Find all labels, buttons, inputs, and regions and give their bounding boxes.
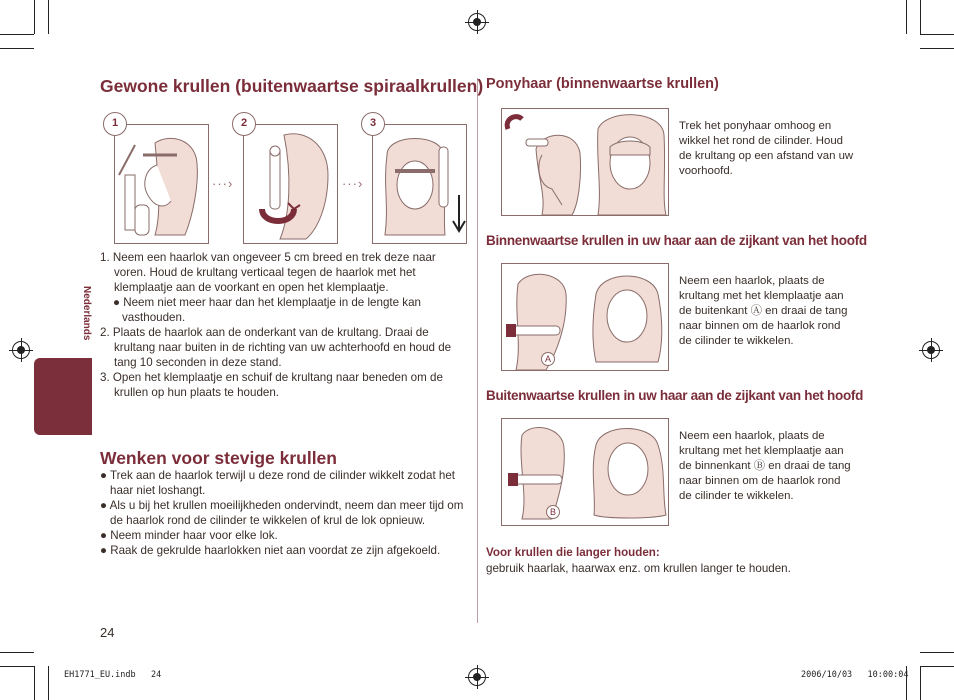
long-lasting-text: gebruik haarlak, haarwax enz. om krullen langer te houden. [486, 562, 791, 575]
step-1-text: 1. Neem een haarlok van ongeveer 5 cm breed en trek deze naar voren. Houd de krultang verticaal tegen de haarlok met het klemplaatje aan de voorkant en open het klemplaatje. [100, 251, 436, 294]
step-1-illustration [114, 124, 209, 244]
step-number-2: 2 [232, 112, 256, 136]
crop-mark [920, 48, 954, 49]
bangs-description: Trek het ponyhaar omhoog en wikkel het rond de cilinder. Houd de krultang op een afstand van uw voorhoofd. [679, 120, 854, 177]
tips-heading: Wenken voor stevige krullen [100, 448, 337, 468]
step-number-1: 1 [103, 112, 127, 136]
crop-mark [48, 666, 49, 700]
page-number: 24 [100, 625, 115, 640]
outward-curl-illustration [501, 418, 669, 526]
crop-mark [48, 0, 49, 34]
long-lasting-heading: Voor krullen die langer houden: [486, 546, 660, 559]
crop-mark [920, 666, 954, 667]
section-heading-regular-curls: Gewone krullen (buitenwaartse spiraalkrullen) [100, 76, 484, 96]
section-heading-bangs: Ponyhaar (binnenwaartse krullen) [486, 76, 719, 92]
crop-mark [920, 652, 954, 653]
crop-mark [0, 48, 34, 49]
step-arrow-icon: ···› [212, 176, 234, 191]
crop-mark [0, 652, 34, 653]
crop-mark [34, 0, 35, 34]
marker-b-label: B [546, 505, 560, 519]
step-3-illustration [372, 124, 467, 244]
step-arrow-icon: ···› [342, 176, 364, 191]
registration-mark-icon [922, 341, 940, 359]
language-tab [34, 358, 92, 435]
crop-mark [0, 34, 34, 35]
tips-list [100, 468, 470, 558]
instruction-steps [100, 250, 470, 400]
crop-mark [920, 0, 921, 34]
marker-a-label: A [541, 352, 555, 366]
step-2-text: 2. Plaats de haarlok aan de onderkant van de krultang. Draai de krultang naar buiten in de richting van uw achterhoofd en houd de tang 10 seconden in deze stand. [100, 326, 452, 369]
column-divider [477, 78, 478, 623]
tip-item: ● Raak de gekrulde haarlokken niet aan voordat ze zijn afgekoeld. [100, 544, 441, 557]
step-2-illustration [243, 124, 338, 244]
outward-curl-description: Neem een haarlok, plaats de krultang met het klemplaatje aan de binnenkant Ⓑ en draai de tang naar binnen om de haarlok rond de cilinder te wikkelen. [679, 430, 851, 502]
crop-mark [906, 0, 907, 34]
crop-mark [34, 666, 35, 700]
tip-item: ● Neem minder haar voor elke lok. [100, 529, 278, 542]
registration-mark-icon [468, 668, 486, 686]
footer-timestamp: 2006/10/03 10:00:04 [801, 670, 909, 680]
crop-mark [0, 666, 34, 667]
step-3-text: 3. Open het klemplaatje en schuif de krultang naar beneden om de krullen op hun plaats te houden. [100, 371, 443, 399]
inward-curl-illustration [501, 263, 669, 371]
section-heading-outward-side: Buitenwaartse krullen in uw haar aan de zijkant van het hoofd [486, 388, 864, 403]
bangs-illustration [501, 108, 669, 216]
crop-mark [920, 666, 921, 700]
language-tab-label: Nederlands [81, 286, 92, 341]
registration-mark-icon [12, 341, 30, 359]
tip-item: ● Trek aan de haarlok terwijl u deze rond de cilinder wikkelt zodat het haar niet loshangt. [100, 469, 456, 497]
step-number-3: 3 [361, 112, 385, 136]
footer-file-info: EH1771_EU.indb 24 [64, 670, 162, 680]
tip-item: ● Als u bij het krullen moeilijkheden ondervindt, neem dan meer tijd om de haarlok rond de cilinder te wikkelen of krul de lok opnieuw. [100, 499, 464, 527]
inward-curl-description: Neem een haarlok, plaats de krultang met het klemplaatje aan de buitenkant Ⓐ en draai de tang naar binnen om de haarlok rond de cilinder te wikkelen. [679, 275, 848, 347]
crop-mark [920, 34, 954, 35]
step-1-note: ● Neem niet meer haar dan het klemplaatje in de lengte kan vasthouden. [113, 296, 421, 324]
section-heading-inward-side: Binnenwaartse krullen in uw haar aan de zijkant van het hoofd [486, 233, 867, 248]
registration-mark-icon [468, 13, 486, 31]
